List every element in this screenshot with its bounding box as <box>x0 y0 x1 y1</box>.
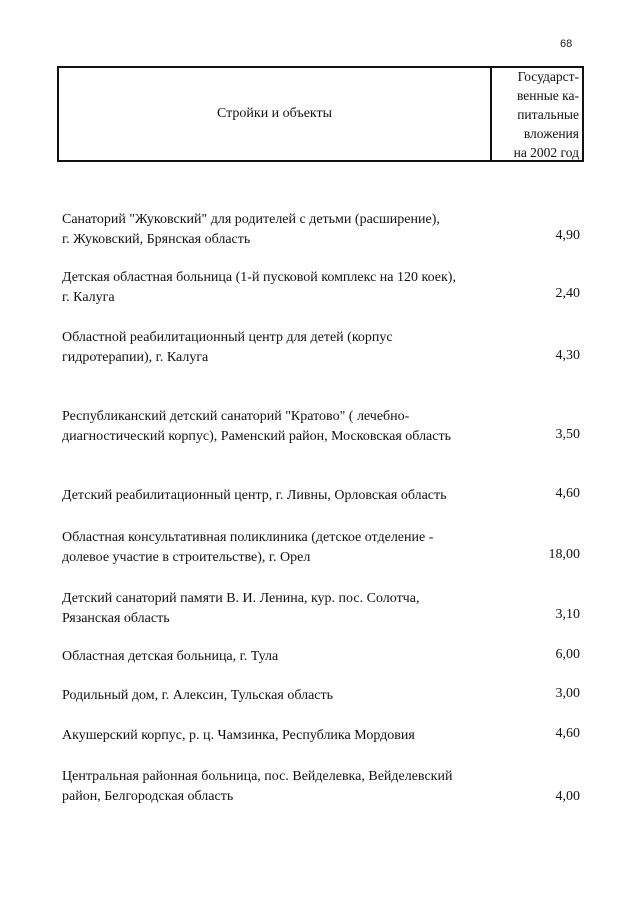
row-value: 4,60 <box>555 486 580 501</box>
row-value: 3,10 <box>555 607 580 622</box>
header-investment-column <box>492 68 582 160</box>
row-value: 2,40 <box>555 286 580 301</box>
row-description-line: Центральная районная больница, пос. Вейделевка, Вейделевский <box>62 769 453 784</box>
row-description <box>62 589 492 629</box>
row-value: 3,50 <box>555 427 580 442</box>
row-value: 18,00 <box>548 547 580 562</box>
header-objects-column <box>59 68 492 160</box>
row-description-line: Областная консультативная поликлиника (детское отделение - <box>62 530 434 545</box>
row-value: 6,00 <box>555 647 580 662</box>
row-description <box>62 407 492 447</box>
row-value: 4,90 <box>555 228 580 243</box>
row-description <box>62 210 492 250</box>
row-description-line: гидротерапии), г. Калуга <box>62 350 209 365</box>
row-value: 4,60 <box>555 726 580 741</box>
header-objects-title: Стройки и объекты <box>216 106 333 121</box>
header-investment-line: питальные <box>517 106 579 122</box>
row-description <box>62 486 492 506</box>
row-description-line: г. Жуковский, Брянская область <box>62 232 251 247</box>
row-description-line: Детский санаторий памяти В. И. Ленина, кур. пос. Солотча, <box>62 591 420 606</box>
header-investment-line: венные ка- <box>516 87 579 103</box>
row-description-line: Родильный дом, г. Алексин, Тульская область <box>62 688 334 703</box>
row-description-line: долевое участие в строительстве), г. Орел <box>62 550 311 565</box>
row-description-line: Санаторий "Жуковский" для родителей с детьми (расширение), <box>62 212 440 227</box>
row-value: 3,00 <box>555 686 580 701</box>
row-description <box>62 268 492 308</box>
header-investment-line: Государст- <box>517 68 579 84</box>
row-description-line: Областной реабилитационный центр для детей (корпус <box>62 330 393 345</box>
row-description <box>62 528 492 568</box>
row-description-line: Областная детская больница, г. Тула <box>62 649 279 664</box>
header-investment-line: вложения <box>523 125 579 141</box>
page-number: 68 <box>560 38 573 50</box>
row-description-line: г. Калуга <box>62 290 115 305</box>
row-description-line: Акушерский корпус, р. ц. Чамзинка, Республика Мордовия <box>62 728 415 743</box>
row-description <box>62 686 492 706</box>
row-description-line: Детский реабилитационный центр, г. Ливны, Орловская область <box>62 488 447 503</box>
table-header <box>57 66 584 162</box>
row-description <box>62 767 492 807</box>
row-description-line: район, Белгородская область <box>62 789 234 804</box>
row-description <box>62 726 492 746</box>
header-investment-line: на 2002 год <box>513 144 579 160</box>
row-value: 4,00 <box>555 789 580 804</box>
row-description-line: диагностический корпус), Раменский район, Московская область <box>62 429 451 444</box>
row-description-line: Республиканский детский санаторий "Кратово" ( лечебно- <box>62 409 410 424</box>
row-description-line: Детская областная больница (1-й пусковой комплекс на 120 коек), <box>62 270 456 285</box>
row-description <box>62 647 492 667</box>
row-description-line: Рязанская область <box>62 611 170 626</box>
row-value: 4,30 <box>555 348 580 363</box>
row-description <box>62 328 492 368</box>
